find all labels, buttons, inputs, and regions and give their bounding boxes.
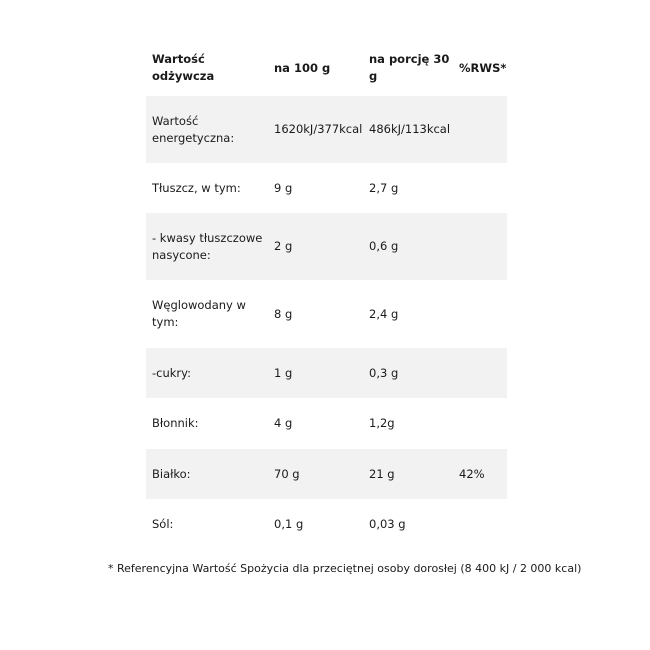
nutrient-name: -cukry: xyxy=(152,365,191,380)
header-rws: %RWS* xyxy=(459,60,507,75)
table-row xyxy=(146,280,507,348)
table-row xyxy=(146,213,507,280)
value-per-100g: 4 g xyxy=(274,416,293,430)
nutrient-name: - kwasy tłuszczowe nasycone: xyxy=(152,230,263,262)
nutrient-name: Tłuszcz, w tym: xyxy=(152,180,241,195)
value-rws: 42% xyxy=(459,466,485,481)
nutrient-name: Białko: xyxy=(152,466,191,481)
table-header-row xyxy=(146,40,507,96)
value-per-serving: 2,7 g xyxy=(369,180,399,195)
value-per-serving: 1,2g xyxy=(369,416,395,430)
value-per-serving: 0,03 g xyxy=(369,516,406,531)
value-per-serving: 2,4 g xyxy=(369,306,399,321)
value-per-serving: 486kJ/113kcal xyxy=(369,122,451,136)
header-per-100g: na 100 g xyxy=(274,60,331,75)
value-per-100g: 0,1 g xyxy=(274,516,304,531)
table-row xyxy=(146,163,507,213)
footnote: * Referencyjna Wartość Spożycia dla przeciętnej osoby dorosłej (8 400 kJ / 2 000 kcal) xyxy=(108,562,582,575)
nutrition-table xyxy=(146,40,507,549)
nutrient-name: Błonnik: xyxy=(152,416,199,430)
nutrient-name: Węglowodany w tym: xyxy=(152,298,246,329)
nutrient-name: Wartość energetyczna: xyxy=(152,113,235,145)
value-per-100g: 70 g xyxy=(274,466,300,481)
table-row xyxy=(146,499,507,549)
table-row xyxy=(146,449,507,499)
table-row xyxy=(146,348,507,398)
value-per-100g: 1620kJ/377kcal xyxy=(274,122,363,136)
header-nutrient: Wartość odżywcza xyxy=(152,52,215,83)
table-row xyxy=(146,96,507,163)
value-per-100g: 9 g xyxy=(274,180,293,195)
header-per-serving: na porcję 30 g xyxy=(369,52,450,83)
table-row xyxy=(146,398,507,449)
value-per-100g: 2 g xyxy=(274,239,293,253)
value-per-serving: 0,6 g xyxy=(369,239,399,253)
value-per-100g: 1 g xyxy=(274,365,293,380)
value-per-serving: 21 g xyxy=(369,466,395,481)
nutrient-name: Sól: xyxy=(152,516,174,531)
value-per-serving: 0,3 g xyxy=(369,365,399,380)
value-per-100g: 8 g xyxy=(274,306,293,321)
